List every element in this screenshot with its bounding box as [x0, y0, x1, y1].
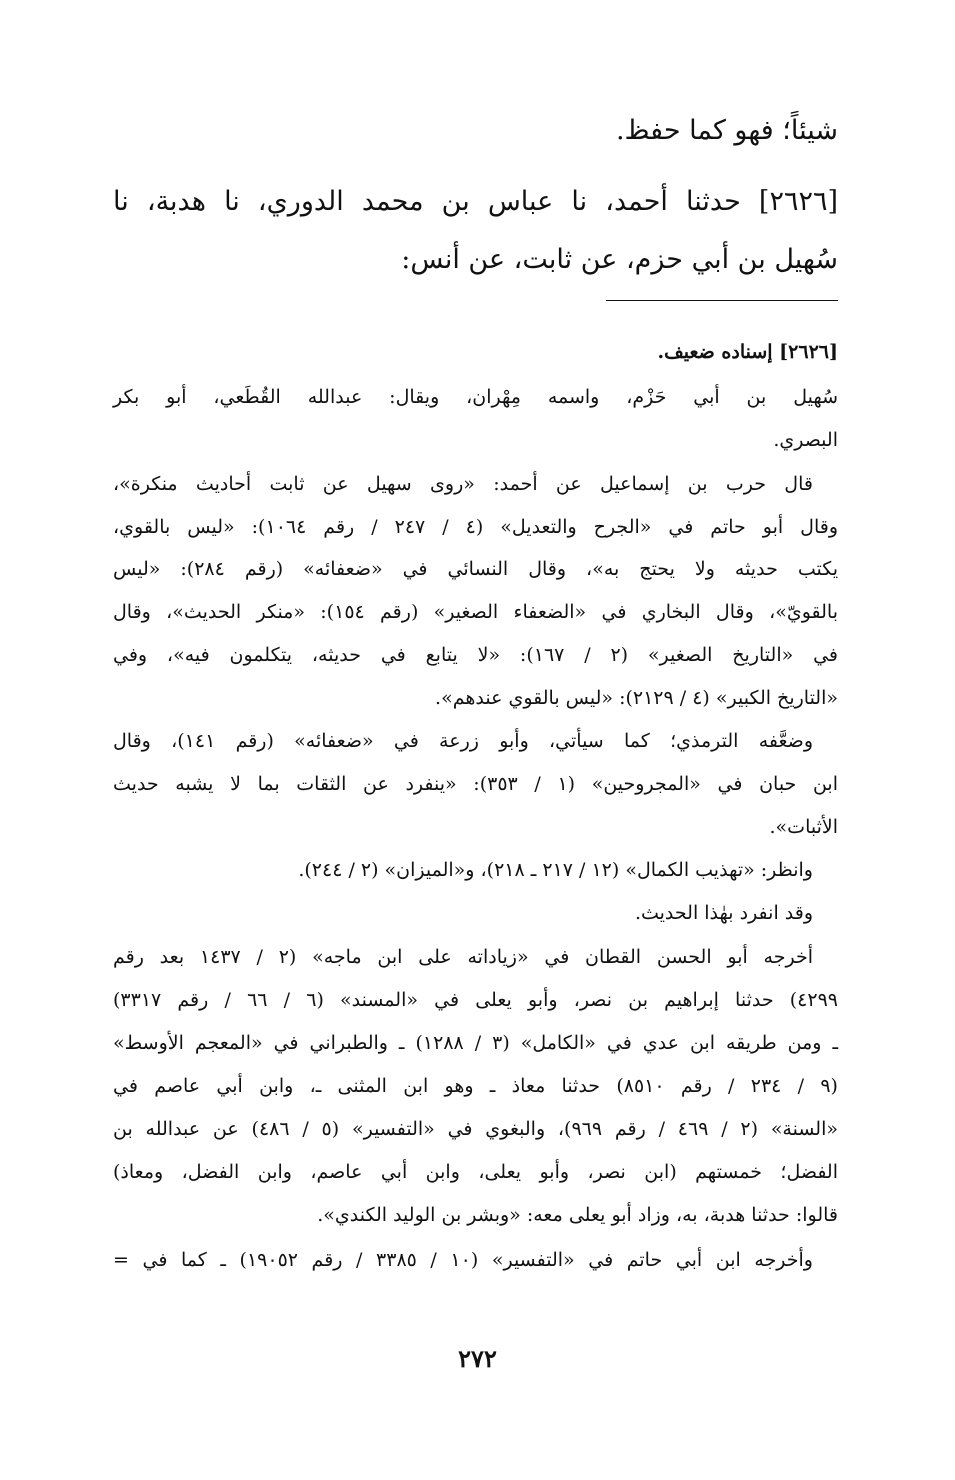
footnote-line: سُهيل بن أبي حَزْم، واسمه مِهْران، ويقال: عبدالله القُطَعي، أبو بكر	[113, 386, 838, 408]
footnote-line: بالقويّ»، وقال البخاري في «الضعفاء الصغير» (رقم ١٥٤): «منكر الحديث»، وقال	[113, 601, 838, 623]
footnote-line: وأخرجه ابن أبي حاتم في «التفسير» (١٠ / ٣٣٨٥ / رقم ١٩٠٥٢) ـ كما في =	[113, 1249, 813, 1271]
main-text-line-1: شيئاً؛ فهو كما حفظ.	[615, 115, 838, 146]
footnote-line: قال حرب بن إسماعيل عن أحمد: «روى سهيل عن ثابت أحاديث منكرة»،	[113, 473, 813, 495]
footnote-line: في «التاريخ الصغير» (٢ / ١٦٧): «لا يتابع في حديثه، يتكلمون فيه»، وفي	[113, 644, 838, 666]
footnote-line: وانظر: «تهذيب الكمال» (١٢ / ٢١٧ ـ ٢١٨)، و«الميزان» (٢ / ٢٤٤).	[298, 859, 813, 881]
footnote-line: ٤٢٩٩) حدثنا إبراهيم بن نصر، وأبو يعلى في «المسند» (٦ / ٦٦ / رقم ٣٣١٧)	[113, 989, 838, 1011]
footnote-line: ـ ومن طريقه ابن عدي في «الكامل» (٣ / ١٢٨٨) ـ والطبراني في «المعجم الأوسط»	[113, 1032, 839, 1054]
footnote-line: وقال أبو حاتم في «الجرح والتعديل» (٤ / ٢٤٧ / رقم ١٠٦٤): «ليس بالقوي،	[113, 516, 838, 538]
page-number: ٢٧٢	[458, 1344, 497, 1373]
footnote-line: (٩ / ٢٣٤ / رقم ٨٥١٠) حدثنا معاذ ـ وهو ابن المثنى ـ، وابن أبي عاصم في	[113, 1075, 838, 1097]
footnote-separator	[606, 300, 838, 301]
footnote-line: «السنة» (٢ / ٤٦٩ / رقم ٩٦٩)، والبغوي في «التفسير» (٥ / ٤٨٦) عن عبدالله بن	[113, 1118, 838, 1140]
footnote-line: البصري.	[773, 429, 838, 451]
footnote-line: ابن حبان في «المجروحين» (١ / ٣٥٣): «ينفرد عن الثقات بما لا يشبه حديث	[113, 773, 838, 795]
footnote-line: يكتب حديثه ولا يحتج به»، وقال النسائي في «ضعفائه» (رقم ٢٨٤): «ليس	[113, 558, 838, 580]
footnote-line: وضعَّفه الترمذي؛ كما سيأتي، وأبو زرعة في «ضعفائه» (رقم ١٤١)، وقال	[113, 730, 813, 752]
main-text-line-3: سُهيل بن أبي حزم، عن ثابت، عن أنس:	[401, 244, 838, 275]
footnote-line: الأثبات».	[769, 816, 838, 838]
main-text-line-2: [٢٦٢٦] حدثنا أحمد، نا عباس بن محمد الدوري، نا هدبة، نا	[113, 186, 838, 217]
footnote-line: أخرجه أبو الحسن القطان في «زياداته على ابن ماجه» (٢ / ١٤٣٧ بعد رقم	[113, 946, 813, 968]
footnote-line: «التاريخ الكبير» (٤ / ٢١٢٩): «ليس بالقوي عندهم».	[435, 687, 838, 709]
footnote-line: الفضل؛ خمستهم (ابن نصر، وأبو يعلى، وابن أبي عاصم، وابن الفضل، ومعاذ)	[113, 1161, 838, 1183]
footnote-line: وقد انفرد بهٰذا الحديث.	[634, 902, 813, 924]
footnote-line: قالوا: حدثنا هدبة، به، وزاد أبو يعلى معه: «وبشر بن الوليد الكندي».	[317, 1204, 838, 1226]
footnote-heading: [٢٦٢٦] إسناده ضعيف.	[657, 341, 838, 363]
